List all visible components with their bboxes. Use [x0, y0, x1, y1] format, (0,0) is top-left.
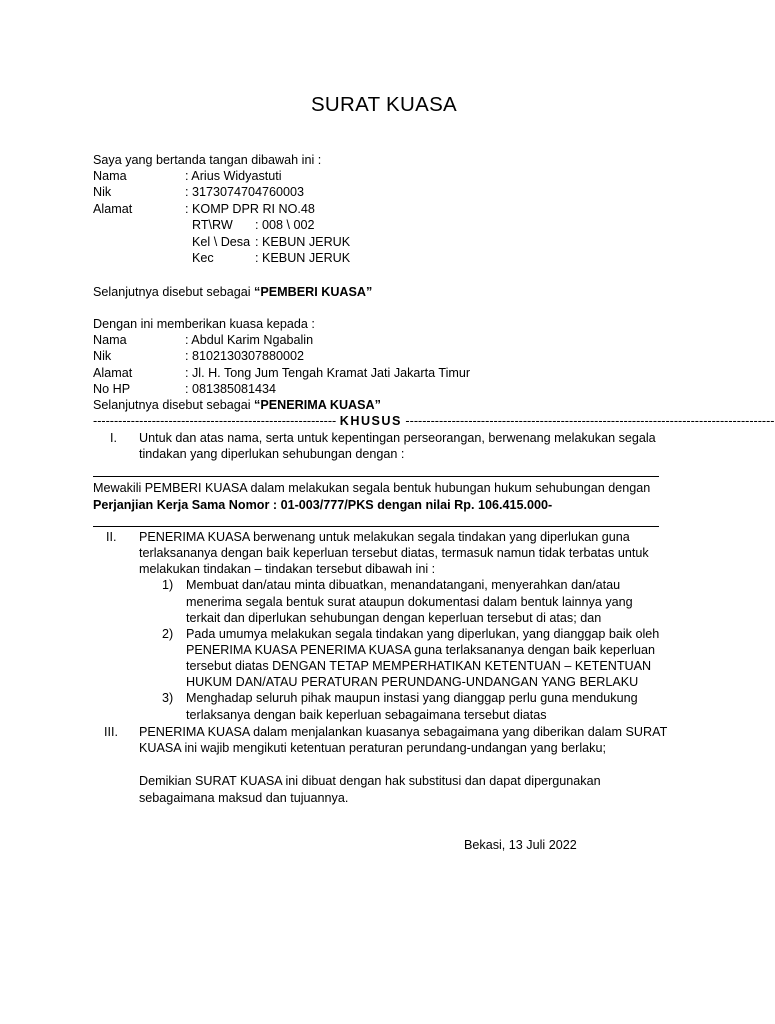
item-3-line: terlaksanya dengan baik keperluan sebagaimana tersebut diatas — [186, 708, 547, 722]
item-2-number: 2) — [162, 627, 174, 641]
pemberi-kel-value: : KEBUN JERUK — [255, 235, 351, 249]
item-1-number: 1) — [162, 578, 174, 592]
pemberi-kec-label: Kec — [192, 251, 214, 265]
section-2-line: terlaksananya dengan baik keperluan tersebut diatas, termasuk namun tidak terbatas untuk — [139, 546, 649, 560]
section-3-line: PENERIMA KUASA dalam menjalankan kuasanya sebagaimana yang diberikan dalam SURAT — [139, 725, 668, 739]
pemberi-alamat-label: Alamat — [93, 202, 133, 216]
penerima-alamat-value: : Jl. H. Tong Jum Tengah Kramat Jati Jakarta Timur — [185, 366, 471, 380]
item-2-line: PENERIMA KUASA PENERIMA KUASA guna terlaksananya dengan baik keperluan — [186, 643, 656, 657]
penerima-line-bold: “PENERIMA KUASA” — [254, 398, 381, 412]
pemberi-line-bold: “PEMBERI KUASA” — [254, 285, 373, 299]
closing-line: Demikian SURAT KUASA ini dibuat dengan hak substitusi dan dapat dipergunakan — [139, 774, 601, 788]
penerima-nik-value: : 8102130307880002 — [185, 349, 305, 363]
item-3-line: Menghadap seluruh pihak maupun instasi yang dianggap perlu guna mendukung — [186, 691, 638, 705]
document-title: SURAT KUASA — [310, 93, 458, 116]
pemberi-alamat-value: : KOMP DPR RI NO.48 — [185, 202, 315, 216]
kepada-text: Dengan ini memberikan kuasa kepada : — [93, 317, 315, 331]
khusus-heading: KHUSUS — [339, 414, 402, 428]
intro-text: Saya yang bertanda tangan dibawah ini : — [93, 153, 322, 167]
pemberi-nik-label: Nik — [93, 185, 112, 199]
pemberi-line-prefix: Selanjutnya disebut sebagai — [93, 285, 255, 299]
pemberi-rtrw-value: : 008 \ 002 — [255, 218, 315, 232]
underline-rule — [93, 526, 659, 527]
section-1-number: I. — [110, 431, 117, 445]
section-2-line: PENERIMA KUASA berwenang untuk melakukan segala tindakan yang diperlukan guna — [139, 530, 630, 544]
section-3-line: KUASA ini wajib mengikuti ketentuan peraturan perundang-undangan yang berlaku; — [139, 741, 606, 755]
item-1-line: Membuat dan/atau minta dibuatkan, menandatangani, menyerahkan dan/atau — [186, 578, 621, 592]
perjanjian-line: Perjanjian Kerja Sama Nomor : 01-003/777/PKS dengan nilai Rp. 106.415.000- — [93, 498, 553, 512]
penerima-nama-value: : Abdul Karim Ngabalin — [185, 333, 314, 347]
section-1-line: Untuk dan atas nama, serta untuk kepentingan perseorangan, berwenang melakukan segala — [139, 431, 656, 445]
underline-rule — [93, 476, 659, 477]
pemberi-rtrw-label: RT\RW — [192, 218, 233, 232]
item-1-line: terkait dan diperlukan sehubungan dengan keperluan tersebut di atas; dan — [186, 611, 602, 625]
penerima-nama-label: Nama — [93, 333, 127, 347]
item-2-line: HUKUM DAN/ATAU PERATURAN PERUNDANG-UNDANGAN YANG BERLAKU — [186, 675, 639, 689]
place-date: Bekasi, 13 Juli 2022 — [464, 838, 577, 852]
pemberi-nama-label: Nama — [93, 169, 127, 183]
section-3-number: III. — [104, 725, 118, 739]
penerima-alamat-label: Alamat — [93, 366, 133, 380]
item-2-line: Pada umumya melakukan segala tindakan yang diperlukan, yang dianggap baik oleh — [186, 627, 660, 641]
closing-line: sebagaimana maksud dan tujuannya. — [139, 791, 349, 805]
penerima-nik-label: Nik — [93, 349, 112, 363]
section-2-line: melakukan tindakan – tindakan tersebut dibawah ini : — [139, 562, 436, 576]
pemberi-nama-value: : Arius Widyastuti — [185, 169, 282, 183]
khusus-separator — [93, 413, 775, 429]
penerima-line-prefix: Selanjutnya disebut sebagai — [93, 398, 255, 412]
pemberi-kuasa-line — [93, 284, 372, 300]
item-1-line: menerima segala bentuk surat ataupun dokumentasi dalam bentuk lainnya yang — [186, 595, 633, 609]
pemberi-kec-value: : KEBUN JERUK — [255, 251, 351, 265]
mewakili-line: Mewakili PEMBERI KUASA dalam melakukan segala bentuk hubungan hukum sehubungan dengan — [93, 481, 651, 495]
dash-right: ---------------------------------------------------------------------------------------- — [401, 414, 775, 428]
pemberi-kel-label: Kel \ Desa — [192, 235, 251, 249]
penerima-hp-value: : 081385081434 — [185, 382, 277, 396]
item-3-number: 3) — [162, 691, 174, 705]
section-2-number: II. — [106, 530, 117, 544]
penerima-hp-label: No HP — [93, 382, 131, 396]
section-1-line: tindakan yang diperlukan sehubungan dengan : — [139, 447, 405, 461]
dash-left: ---------------------------------------------------------- — [93, 414, 340, 428]
pemberi-nik-value: : 3173074704760003 — [185, 185, 305, 199]
penerima-kuasa-line — [93, 397, 381, 413]
item-2-line: tersebut diatas DENGAN TETAP MEMPERHATIKAN KETENTUAN – KETENTUAN — [186, 659, 652, 673]
